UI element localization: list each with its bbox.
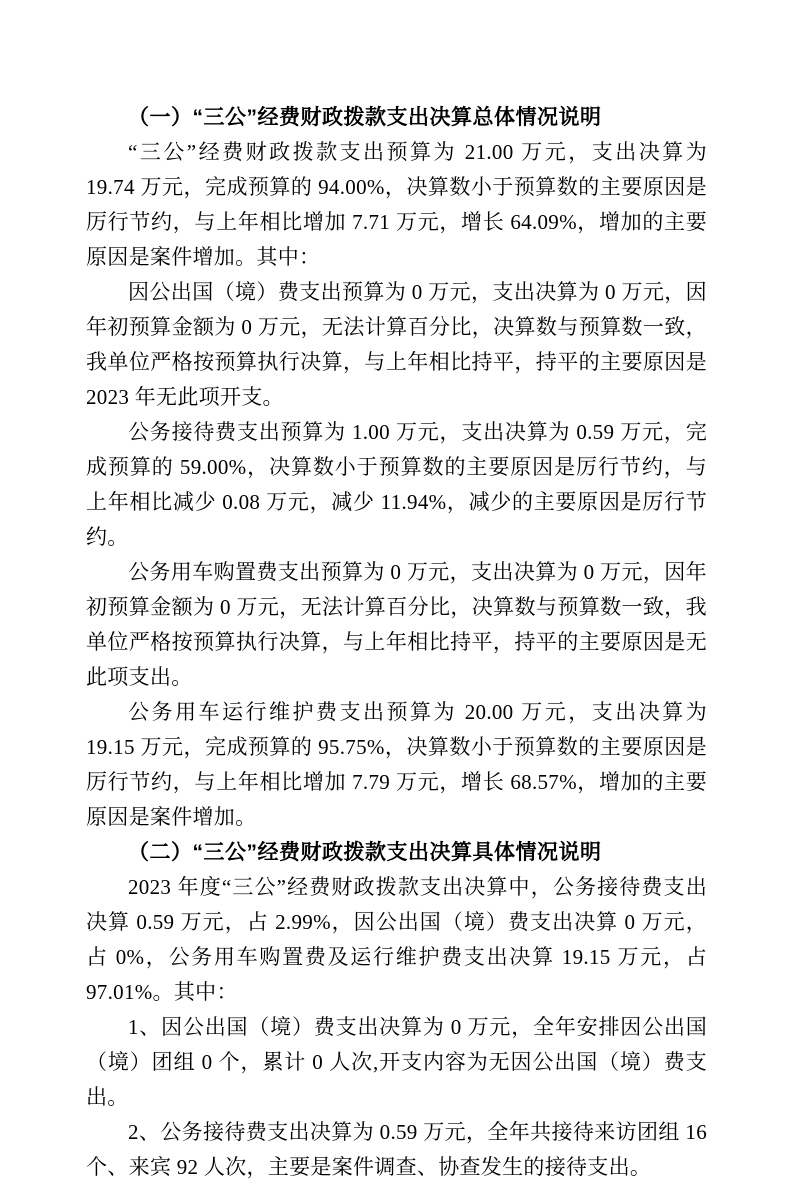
section-2-paragraph-breakdown-summary: 2023 年度“三公”经费财政拨款支出决算中，公务接待费支出决算 0.59 万元，占 2.99%，因公出国（境）费支出决算 0 万元，占 0%，公务用车购置费及运行维护费支出决算 19.15 万元，占 97.01%。其中： [86,875,707,1004]
section-1-paragraph-vehicle-purchase: 公务用车购置费支出预算为 0 万元，支出决算为 0 万元，因年初预算金额为 0 万元，无法计算百分比，决算数与预算数一致，我单位严格按预算执行决算，与上年相比持平，持平的主要原因是无此项支出。 [86,560,707,689]
section-2-paragraph-item-2-official-reception: 2、公务接待费支出决算为 0.59 万元，全年共接待来访团组 16 个、来宾 92 人次，主要是案件调查、协查发生的接待支出。 [86,1120,707,1179]
section-1-paragraph-vehicle-maintenance: 公务用车运行维护费支出预算为 20.00 万元，支出决算为 19.15 万元，完成预算的 95.75%，决算数小于预算数的主要原因是厉行节约，与上年相比增加 7.79 万元，增长 68.57%，增加的主要原因是案件增加。 [86,700,707,829]
section-1-paragraph-overall-summary: “三公”经费财政拨款支出预算为 21.00 万元，支出决算为 19.74 万元，完成预算的 94.00%，决算数小于预算数的主要原因是厉行节约，与上年相比增加 7.71 万元，增长 64.09%，增加的主要原因是案件增加。其中： [86,140,707,269]
section-1-paragraph-overseas-travel: 因公出国（境）费支出预算为 0 万元，支出决算为 0 万元，因年初预算金额为 0 万元，无法计算百分比，决算数与预算数一致，我单位严格按预算执行决算，与上年相比持平，持平的主要原因是 2023 年无此项开支。 [86,280,707,409]
section-2-heading: （二）“三公”经费财政拨款支出决算具体情况说明 [128,841,602,864]
document-content [86,100,707,1185]
section-1-heading: （一）“三公”经费财政拨款支出决算总体情况说明 [128,106,602,129]
section-1-paragraph-official-reception: 公务接待费支出预算为 1.00 万元，支出决算为 0.59 万元，完成预算的 59.00%，决算数小于预算数的主要原因是厉行节约，与上年相比减少 0.08 万元，减少 11.94%，减少的主要原因是厉行节约。 [86,420,707,549]
section-2-paragraph-item-1-overseas-travel: 1、因公出国（境）费支出决算为 0 万元，全年安排因公出国（境）团组 0 个，累计 0 人次,开支内容为无因公出国（境）费支出。 [86,1015,707,1109]
